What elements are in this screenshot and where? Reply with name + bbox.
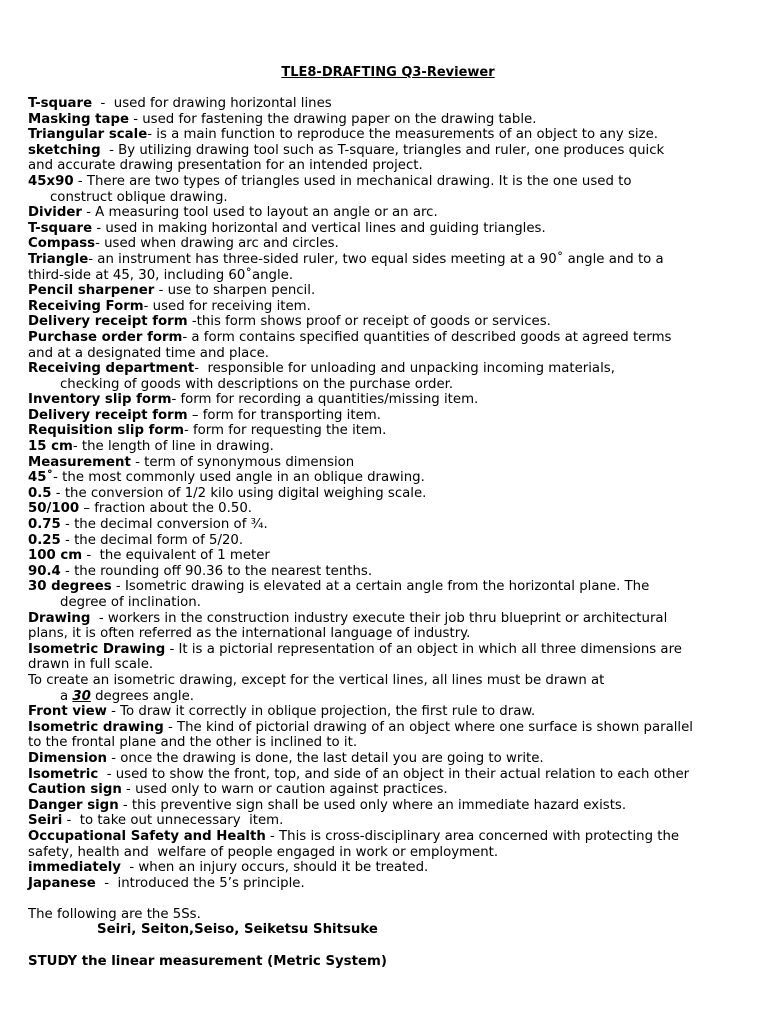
term-definition: degree of inclination.: [60, 595, 201, 610]
entry-line: [28, 283, 744, 299]
entry-line: [28, 657, 744, 673]
term-definition: and at a designated time and place.: [28, 345, 270, 361]
term-definition: - The kind of pictorial drawing of an object where one surface is shown parallel: [163, 719, 694, 735]
entry-line: [28, 595, 744, 611]
term-label: Delivery receipt form: [28, 407, 188, 423]
document-title: TLE8-DRAFTING Q3-Reviewer: [281, 65, 495, 80]
isometric-note: [28, 673, 744, 704]
entry-line: [28, 112, 744, 128]
term-entry: [28, 579, 744, 610]
term-label: sketching: [28, 142, 101, 158]
entry-line: [28, 845, 744, 861]
term-definition: - This is cross-disciplinary area concerned with protecting the: [265, 828, 680, 844]
term-definition: - to take out unnecessary item.: [62, 813, 284, 829]
term-label: Seiri: [28, 813, 63, 829]
entry-line: [28, 268, 744, 284]
entry-line: [28, 236, 744, 252]
term-entry: [28, 205, 744, 221]
term-definition: - used in making horizontal and vertical lines and guiding triangles.: [92, 220, 546, 236]
term-entry: [28, 813, 744, 829]
entry-line: [28, 860, 744, 876]
entry-line: [28, 486, 744, 502]
term-label: 50/100: [28, 501, 80, 517]
term-definition: – form for transporting item.: [187, 407, 381, 423]
entry-line: [28, 548, 744, 564]
term-label: Pencil sharpener: [28, 283, 155, 299]
five-s-intro: The following are the 5Ss.: [28, 906, 201, 922]
term-definition: - the equivalent of 1 meter: [82, 548, 270, 564]
term-definition: plans, it is often referred as the international language of industry.: [28, 626, 471, 642]
term-definition: - A measuring tool used to layout an angle or an arc.: [81, 205, 438, 221]
term-definition: - once the drawing is done, the last detail you are going to write.: [107, 750, 544, 766]
term-entry: [28, 720, 744, 751]
entry-line: [28, 704, 744, 720]
entry-line: [28, 501, 744, 517]
term-entry: [28, 283, 744, 299]
term-label: Caution sign: [28, 782, 122, 798]
term-definition: - the conversion of 1/2 kilo using digital weighing scale.: [51, 485, 427, 501]
term-entry: [28, 423, 744, 439]
term-entry: [28, 112, 744, 128]
term-definition: - responsible for unloading and unpacking incoming materials,: [194, 361, 615, 377]
term-entry: [28, 330, 744, 361]
study-note: STUDY the linear measurement (Metric System): [28, 953, 387, 969]
term-definition: - By utilizing drawing tool such as T-square, triangles and ruler, one produces quick: [100, 142, 665, 158]
term-definition: - term of synonymous dimension: [130, 454, 355, 470]
entry-line: [28, 423, 744, 439]
term-entry: [28, 361, 744, 392]
term-label: 15 cm: [28, 439, 73, 455]
term-entry: [28, 767, 744, 783]
term-definition: - the length of line in drawing.: [72, 439, 274, 455]
five-s-list: Seiri, Seiton,Seiso, Seiketsu Shitsuke: [97, 922, 378, 938]
entry-line: [28, 143, 744, 159]
term-entry: [28, 704, 744, 720]
term-label: Occupational Safety and Health: [28, 828, 266, 844]
term-definition: - an instrument has three-sided ruler, two equal sides meeting at a 90˚ angle and to a: [88, 251, 664, 267]
term-label: 45˚: [28, 470, 54, 486]
term-entry: [28, 408, 744, 424]
entry-line: [28, 720, 744, 736]
entry-line: [28, 377, 744, 393]
term-label: Divider: [28, 205, 82, 221]
term-entry: [28, 392, 744, 408]
term-label: Triangular scale: [28, 127, 148, 143]
term-entry: [28, 860, 744, 876]
term-label: Dimension: [28, 750, 108, 766]
entry-line: [28, 564, 744, 580]
term-definition: - use to sharpen pencil.: [154, 283, 316, 299]
term-definition: - used for drawing horizontal lines: [92, 96, 332, 111]
entry-line: [28, 455, 744, 471]
entry-line: [28, 314, 744, 330]
entry-line: [28, 533, 744, 549]
term-label: 0.25: [28, 532, 61, 548]
term-label: Isometric: [28, 766, 99, 782]
term-definition: -this form shows proof or receipt of goods or services.: [187, 314, 551, 330]
term-list: [28, 96, 744, 673]
term-entry: [28, 564, 744, 580]
term-definition: - the rounding off 90.36 to the nearest tenths.: [60, 563, 373, 579]
term-label: Receiving department: [28, 361, 195, 377]
term-label: Front view: [28, 704, 107, 720]
term-label: Triangle: [28, 251, 89, 267]
term-entry: [28, 548, 744, 564]
term-entry: [28, 236, 744, 252]
entry-line: [28, 174, 744, 190]
term-definition: third-side at 45, 30, including 60˚angle.: [28, 267, 294, 283]
term-label: Delivery receipt form: [28, 314, 188, 330]
term-label: Masking tape: [28, 111, 129, 127]
term-label: 90.4: [28, 563, 61, 579]
term-definition: - used for fastening the drawing paper on the drawing table.: [129, 111, 537, 127]
entry-line: [28, 190, 744, 206]
entry-line: [28, 876, 744, 892]
term-entry: [28, 143, 744, 174]
term-definition: - used only to warn or caution against practices.: [121, 782, 448, 798]
term-definition: checking of goods with descriptions on the purchase order.: [60, 376, 454, 392]
term-label: Purchase order form: [28, 329, 183, 345]
entry-line: [28, 158, 744, 174]
entry-line: [28, 579, 744, 595]
entry-line: [28, 346, 744, 362]
note-number: 30: [72, 688, 91, 704]
entry-line: [28, 626, 744, 642]
term-entry: [28, 876, 744, 892]
entry-line: [28, 205, 744, 221]
entry-line: [28, 299, 744, 315]
term-label: 30 degrees: [28, 579, 112, 595]
term-label: Receiving Form: [28, 298, 144, 314]
entry-line: [28, 96, 744, 112]
term-definition: - the decimal form of 5/20.: [60, 532, 244, 548]
term-definition: - this preventive sign shall be used only where an immediate hazard exists.: [118, 797, 627, 813]
entry-line: [28, 392, 744, 408]
term-label: 0.75: [28, 517, 61, 533]
entry-line: [28, 735, 744, 751]
term-entry: [28, 533, 744, 549]
term-definition: and accurate drawing presentation for an intended project.: [28, 158, 423, 174]
note-pre: a: [60, 688, 73, 704]
term-entry: [28, 174, 744, 205]
term-entry: [28, 252, 744, 283]
term-entry: [28, 501, 744, 517]
term-entry: [28, 642, 744, 673]
term-definition: - introduced the 5’s principle.: [95, 875, 305, 891]
term-definition: - workers in the construction industry execute their job thru blueprint or architectural: [90, 610, 668, 626]
term-label: Requisition slip form: [28, 423, 184, 439]
term-entry: [28, 470, 744, 486]
term-definition: - form for requesting the item.: [183, 423, 387, 439]
term-entry: [28, 829, 744, 860]
term-label: Inventory slip form: [28, 392, 172, 408]
entry-line: [28, 611, 744, 627]
entry-line: [28, 252, 744, 268]
term-entry: [28, 798, 744, 814]
term-definition: - is a main function to reproduce the measurements of an object to any size.: [147, 127, 658, 143]
term-entry: [28, 517, 744, 533]
term-entry: [28, 96, 744, 112]
term-label: 45x90: [28, 173, 74, 189]
isometric-note-line1: To create an isometric drawing, except for the vertical lines, all lines must be drawn at: [28, 672, 605, 688]
term-entry: [28, 751, 744, 767]
entry-line: [28, 517, 744, 533]
term-definition: - To draw it correctly in oblique projection, the first rule to draw.: [106, 704, 536, 720]
term-definition: - used for receiving item.: [143, 298, 311, 314]
entry-line: [28, 642, 744, 658]
term-definition: - It is a pictorial representation of an object in which all three dimensions are: [165, 641, 682, 657]
term-label: Isometric Drawing: [28, 641, 166, 657]
entry-line: [28, 361, 744, 377]
term-label: Measurement: [28, 454, 131, 470]
term-label: Compass: [28, 236, 96, 252]
entry-line: [28, 221, 744, 237]
term-entry: [28, 299, 744, 315]
term-entry: [28, 127, 744, 143]
term-definition: drawn in full scale.: [28, 657, 154, 673]
term-definition: to the frontal plane and the other is inclined to it.: [28, 735, 358, 751]
entry-line: [28, 767, 744, 783]
entry-line: [28, 470, 744, 486]
term-definition: - There are two types of triangles used in mechanical drawing. It is the one used to: [73, 173, 632, 189]
term-definition: - when an injury occurs, should it be treated.: [120, 860, 429, 876]
term-definition: - form for recording a quantities/missing item.: [171, 392, 479, 408]
entry-line: [28, 782, 744, 798]
term-label: 100 cm: [28, 548, 83, 564]
term-entry: [28, 611, 744, 642]
term-definition: construct oblique drawing.: [50, 189, 228, 205]
term-label: T-square: [28, 96, 93, 111]
entry-line: [28, 408, 744, 424]
term-definition: - the decimal conversion of ¾.: [60, 517, 268, 533]
term-definition: safety, health and welfare of people engaged in work or employment.: [28, 844, 499, 860]
document-body: [28, 65, 744, 969]
term-entry: [28, 314, 744, 330]
term-definition: - the most commonly used angle in an oblique drawing.: [53, 470, 425, 486]
spacer: [28, 891, 744, 907]
term-definition: - Isometric drawing is elevated at a certain angle from the horizontal plane. The: [111, 579, 650, 595]
term-label: immediately: [28, 860, 121, 876]
entry-line: [28, 751, 744, 767]
term-definition: - used to show the front, top, and side of an object in their actual relation to each other: [98, 766, 690, 782]
entry-line: [28, 330, 744, 346]
term-label: 0.5: [28, 485, 52, 501]
term-definition: – fraction about the 0.50.: [79, 501, 253, 517]
entry-line: [28, 798, 744, 814]
term-definition: - a form contains specified quantities of described goods at agreed terms: [182, 329, 672, 345]
term-entry: [28, 486, 744, 502]
term-definition: - used when drawing arc and circles.: [95, 236, 339, 252]
entry-line: [28, 813, 744, 829]
entry-line: [28, 127, 744, 143]
term-entry: [28, 221, 744, 237]
term-entry: [28, 782, 744, 798]
spacer: [28, 938, 744, 954]
isometric-note-line2: [28, 689, 744, 705]
term-entry: [28, 455, 744, 471]
term-label: Drawing: [28, 610, 91, 626]
term-label: Danger sign: [28, 797, 119, 813]
term-label: Japanese: [28, 875, 96, 891]
term-label: Isometric drawing: [28, 719, 164, 735]
term-list-continued: [28, 704, 744, 891]
entry-line: [28, 829, 744, 845]
term-label: T-square: [28, 220, 93, 236]
entry-line: [28, 439, 744, 455]
term-entry: [28, 439, 744, 455]
note-post: degrees angle.: [90, 688, 194, 704]
